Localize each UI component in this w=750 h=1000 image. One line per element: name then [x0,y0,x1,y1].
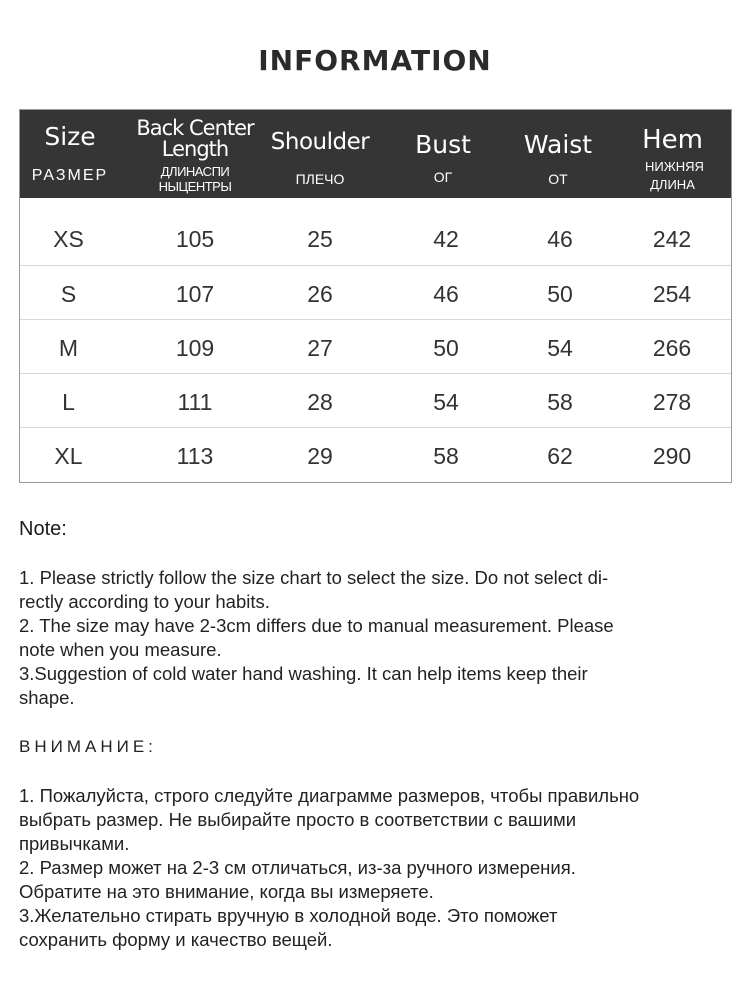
cell-waist: 54 [547,335,573,361]
cell-back-center-length: 109 [175,335,215,361]
header-bust-sub: ОГ [433,169,453,185]
cell-size: L [62,389,75,415]
header-size-sub: РАЗМЕР [31,167,109,184]
cell-waist: 62 [547,443,573,469]
cell-hem: 290 [652,443,692,469]
cell-back-center-length: 107 [175,281,215,307]
cell-hem: 242 [652,226,692,252]
header-waist [503,110,613,198]
cell-shoulder: 25 [307,226,333,252]
ru-note-line: 1. Пожалуйста, строго следуйте диаграмме размеров, чтобы правильно [19,785,640,806]
header-waist-sub: ОТ [548,171,568,187]
cell-bust: 46 [433,281,459,307]
note-line: rectly according to your habits. [19,591,270,612]
cell-size: XS [53,226,84,252]
cell-size: S [60,281,77,307]
cell-hem: 266 [652,335,692,361]
note-line: 1. Please strictly follow the size chart to select the size. Do not select di- [19,567,609,588]
header-bust [388,110,498,198]
cell-bust: 54 [433,389,459,415]
cell-waist: 58 [547,389,573,415]
header-back-center-length [130,110,260,198]
note-line: 3.Suggestion of cold water hand washing. It can help items keep their [19,663,588,684]
cell-waist: 46 [547,226,573,252]
cell-back-center-length: 113 [176,443,214,469]
header-size [20,110,120,198]
cell-bust: 58 [433,443,459,469]
cell-size: M [58,335,79,361]
table-row [20,265,731,322]
header-size-label: Size [44,122,96,151]
cell-shoulder: 28 [307,389,333,415]
note-line: note when you measure. [19,639,222,660]
ru-note-line: привычками. [19,833,130,854]
cell-back-center-length: 105 [175,226,215,252]
ru-note-text [19,784,731,952]
header-hem-label: Hem [642,125,703,155]
header-back-center-length-label: Back Center Length [136,116,254,161]
cell-shoulder: 29 [307,443,333,469]
note-text [19,566,731,710]
cell-waist: 50 [547,281,573,307]
table-header [20,110,731,198]
cell-bust: 42 [433,226,459,252]
header-back-center-length-sub: ДЛИНАСПИ НЫЦЕНТРЫ [158,164,232,194]
table-row [20,373,731,430]
cell-back-center-length: 111 [177,389,213,415]
table-row [20,427,731,484]
cell-shoulder: 26 [307,281,333,307]
ru-note-line: 2. Размер может на 2-3 см отличаться, из-за ручного измерения. [19,857,576,878]
ru-note-line: Обратите на это внимание, когда вы измеряете. [19,881,434,902]
cell-size: XL [54,443,83,469]
header-waist-label: Waist [523,130,593,159]
size-chart-table [19,109,732,483]
header-bust-label: Bust [415,130,471,159]
ru-note-line: сохранить форму и качество вещей. [19,929,333,950]
ru-note-title: ВНИМАНИЕ: [19,737,157,756]
cell-bust: 50 [433,335,459,361]
table-row [20,319,731,376]
header-shoulder-sub: ПЛЕЧО [295,171,345,187]
table-body [20,211,731,483]
cell-hem: 278 [652,389,692,415]
note-line: 2. The size may have 2-3cm differs due to manual measurement. Please [19,615,614,636]
cell-shoulder: 27 [307,335,333,361]
note-line: shape. [19,687,75,708]
table-row [20,211,731,267]
header-hem [620,110,725,198]
header-hem-sub: НИЖНЯЯ ДЛИНА [645,159,704,192]
cell-hem: 254 [652,281,692,307]
page-title: INFORMATION [258,44,492,77]
note-title: Note: [19,518,67,540]
header-shoulder-label: Shoulder [270,129,370,155]
header-shoulder [265,110,375,198]
ru-note-line: выбрать размер. Не выбирайте просто в соответствии с вашими [19,809,577,830]
ru-note-line: 3.Желательно стирать вручную в холодной воде. Это поможет [19,905,558,926]
